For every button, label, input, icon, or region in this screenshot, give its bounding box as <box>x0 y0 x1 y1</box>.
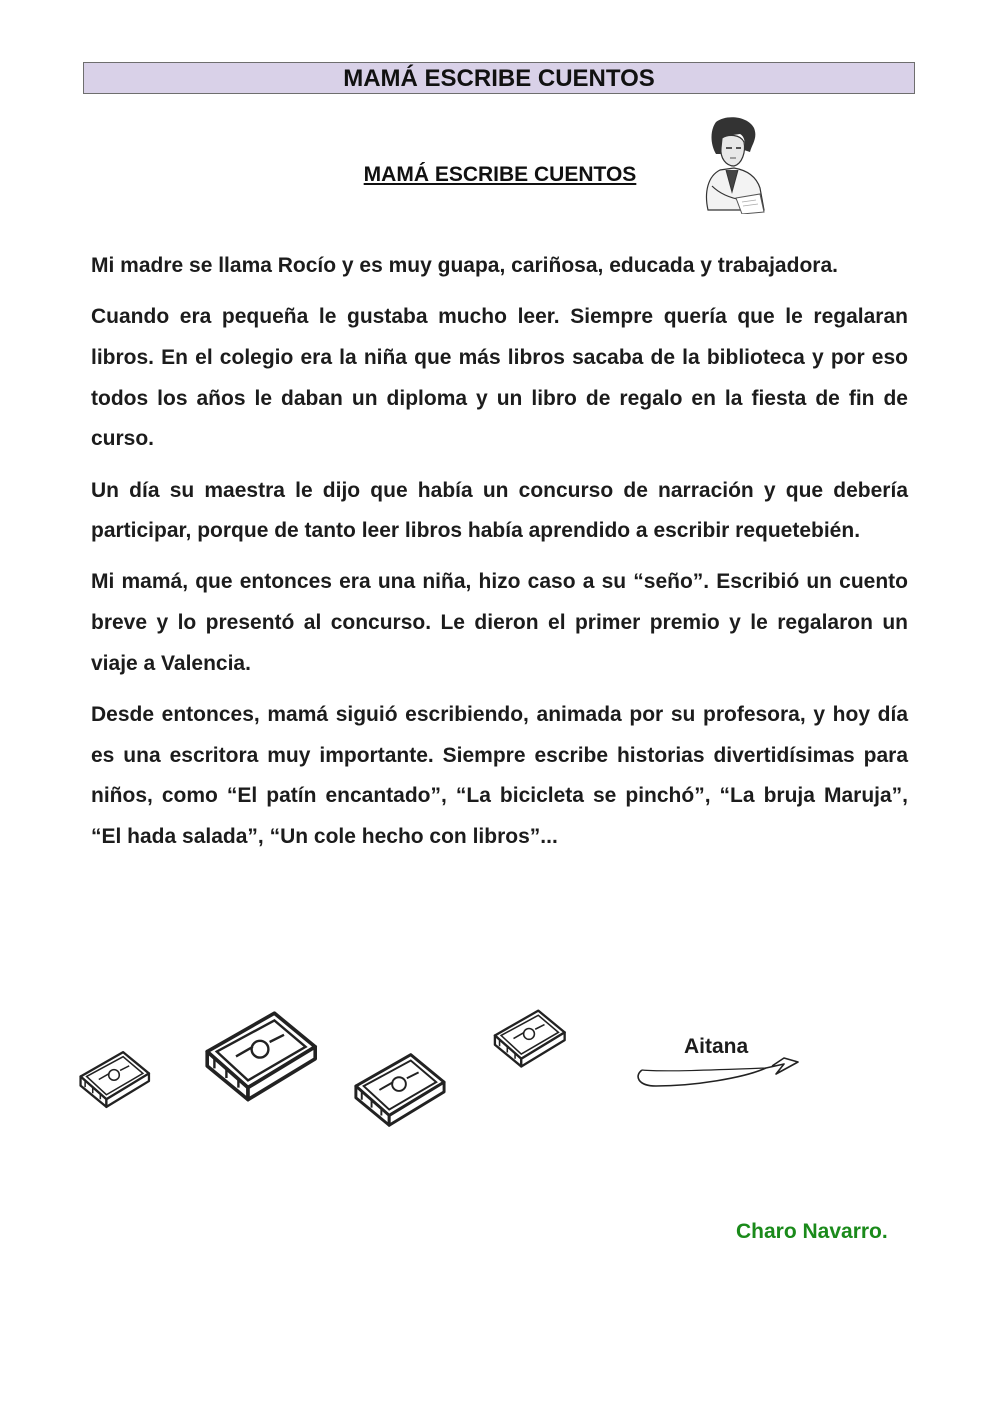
paragraph: Un día su maestra le dijo que había un concurso de narración y que debería participar, porque de tanto leer libros había aprendido a escribir requetebién. <box>91 478 908 543</box>
signature-scribble <box>634 1054 804 1094</box>
paragraph: Mi mamá, que entonces era una niña, hizo caso a su “seño”. Escribió un cuento breve y lo presentó al concurso. Le dieron el primer premio y le regalaron un viaje a Valencia. <box>91 570 908 675</box>
paragraph: Desde entonces, mamá siguió escribiendo, animada por su profesora, y hoy día es una escritora muy importante. Siempre escribe historias divertidísimas para niños, como “El patín encantado”, “La bicicleta se pinchó”, “La bruja Maruja”, “El hada salada”, “Un cole hecho con libros”... <box>91 703 908 849</box>
author-credit: Charo Navarro. <box>736 1220 888 1243</box>
book-icon <box>350 1048 448 1128</box>
paragraph: Mi madre se llama Rocío y es muy guapa, cariñosa, educada y trabajadora. <box>91 254 838 277</box>
book-icon <box>200 1006 320 1102</box>
book-icon <box>490 1006 568 1068</box>
page-title-banner: MAMÁ ESCRIBE CUENTOS <box>83 62 915 94</box>
story-body <box>91 246 908 868</box>
signature-name: Aitana <box>684 1035 749 1058</box>
paragraph: Cuando era pequeña le gustaba mucho leer. Siempre quería que le regalaran libros. En el colegio era la niña que más libros sacaba de la biblioteca y por eso todos los años le daban un diploma y un libro de regalo en la fiesta de fin de curso. <box>91 305 908 451</box>
book-icon <box>76 1046 152 1110</box>
woman-writing-illustration-icon <box>686 114 766 214</box>
story-title: MAMÁ ESCRIBE CUENTOS <box>363 163 637 186</box>
